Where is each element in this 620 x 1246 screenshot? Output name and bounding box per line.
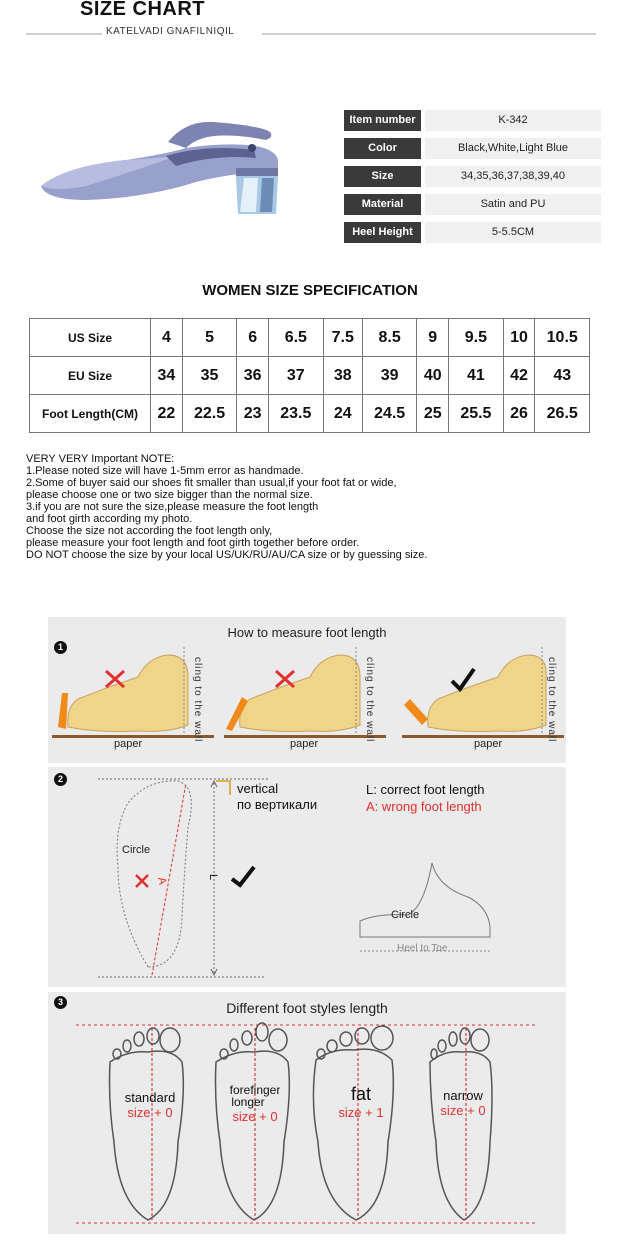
wall-label: cling to the wall — [364, 657, 375, 743]
panel-title: Different foot styles length — [226, 1000, 388, 1016]
table-cell: 25.5 — [449, 395, 503, 433]
note-line: 1.Please noted size will have 1-5mm error as handmade. — [26, 465, 304, 477]
spec-row-heel-height — [344, 222, 601, 243]
row-header: EU Size — [30, 357, 151, 395]
foot-style-name: narrow — [443, 1088, 483, 1103]
wall-label: cling to the wall — [546, 657, 557, 743]
table-cell: 36 — [237, 357, 269, 395]
spec-label: Item number — [344, 110, 421, 131]
spec-label: Size — [344, 166, 421, 187]
table-cell: 25 — [417, 395, 449, 433]
table-cell: 6 — [237, 319, 269, 357]
vertical-label-en: vertical — [237, 781, 279, 796]
table-cell: 5 — [182, 319, 236, 357]
row-header: US Size — [30, 319, 151, 357]
foot-style-size: size + 0 — [232, 1109, 278, 1124]
foot-style-name: fat — [350, 1084, 371, 1104]
spec-row-material — [344, 194, 601, 215]
table-cell: 34 — [151, 357, 183, 395]
spec-row-size — [344, 166, 601, 187]
spec-row-item-number — [344, 110, 601, 131]
panel-correct-length — [48, 767, 566, 987]
table-row-foot-length — [30, 395, 590, 433]
foot-style-name-2: longer — [231, 1095, 265, 1109]
size-table — [29, 318, 590, 433]
table-row-eu — [30, 357, 590, 395]
table-cell: 24 — [323, 395, 362, 433]
table-cell: 9 — [417, 319, 449, 357]
table-cell: 38 — [323, 357, 362, 395]
table-cell: 43 — [535, 357, 590, 395]
panel-measure-foot-length — [48, 617, 566, 763]
note-line: please choose one or two size bigger than the normal size. — [26, 489, 313, 501]
foot-style-name: standard — [124, 1090, 176, 1105]
foot-style-size: size + 0 — [440, 1103, 486, 1118]
spec-value: Satin and PU — [425, 194, 601, 215]
spec-label: Material — [344, 194, 421, 215]
spec-value: 5-5.5CM — [425, 222, 601, 243]
circle-label: Circle — [391, 909, 420, 921]
table-cell: 41 — [449, 357, 503, 395]
spec-label: Color — [344, 138, 421, 159]
panel-title: How to measure foot length — [227, 625, 387, 640]
table-cell: 39 — [362, 357, 416, 395]
correct-length-mark: L — [207, 873, 220, 881]
shoe-illustration — [26, 82, 302, 257]
foot-style-name: forefinger — [229, 1083, 281, 1097]
paper-label: paper — [114, 738, 143, 750]
page-title: SIZE CHART — [80, 0, 205, 20]
spec-value: K-342 — [425, 110, 601, 131]
panel-number: 3 — [54, 996, 67, 1009]
row-header: Foot Length(CM) — [30, 395, 151, 433]
spec-value: 34,35,36,37,38,39,40 — [425, 166, 601, 187]
table-cell: 7.5 — [323, 319, 362, 357]
paper-label: paper — [474, 738, 503, 750]
foot-style-size: size + 1 — [338, 1105, 384, 1120]
heel-to-toe-label: Heel to Toe — [397, 943, 448, 954]
table-cell: 35 — [182, 357, 236, 395]
table-cell: 8.5 — [362, 319, 416, 357]
table-cell: 10.5 — [535, 319, 590, 357]
panel-foot-styles — [48, 992, 566, 1234]
legend-correct-length: L: correct foot length — [366, 782, 485, 797]
header-divider-left — [26, 33, 102, 35]
wall-label: cling to the wall — [192, 657, 203, 743]
note-line: 2.Some of buyer said our shoes fit smaller than usual,if your foot fat or wide, — [26, 477, 397, 489]
spec-row-color — [344, 138, 601, 159]
spec-value: Black,White,Light Blue — [425, 138, 601, 159]
foot-style-size: size + 0 — [127, 1105, 173, 1120]
table-cell: 4 — [151, 319, 183, 357]
brand-name: KATELVADI GNAFILNIQIL — [106, 26, 235, 37]
table-cell: 42 — [503, 357, 535, 395]
note-line: VERY VERY Important NOTE: — [26, 453, 175, 465]
note-line: Choose the size not according the foot length only, — [26, 525, 273, 537]
note-line: please measure your foot length and foot girth together before order. — [26, 537, 360, 549]
panel-number: 2 — [54, 773, 67, 786]
table-cell: 23.5 — [269, 395, 323, 433]
circle-label: Circle — [122, 844, 151, 856]
table-cell: 22.5 — [182, 395, 236, 433]
table-cell: 6.5 — [269, 319, 323, 357]
paper-label: paper — [290, 738, 319, 750]
table-cell: 26 — [503, 395, 535, 433]
notes-block — [26, 453, 427, 561]
panel-number: 1 — [54, 641, 67, 654]
table-row-us — [30, 319, 590, 357]
table-cell: 22 — [151, 395, 183, 433]
table-cell: 40 — [417, 357, 449, 395]
spec-label: Heel Height — [344, 222, 421, 243]
table-cell: 9.5 — [449, 319, 503, 357]
note-line: 3.if you are not sure the size,please measure the foot length — [26, 501, 319, 513]
note-line: DO NOT choose the size by your local US/UK/RU/AU/CA size or by guessing size. — [26, 549, 428, 561]
table-cell: 23 — [237, 395, 269, 433]
table-cell: 37 — [269, 357, 323, 395]
note-line: and foot girth according my photo. — [26, 513, 193, 525]
product-image — [26, 82, 302, 257]
size-table-title: WOMEN SIZE SPECIFICATION — [202, 282, 418, 299]
table-cell: 26.5 — [535, 395, 590, 433]
table-cell: 10 — [503, 319, 535, 357]
table-cell: 24.5 — [362, 395, 416, 433]
vertical-label-ru: по вертикали — [237, 797, 318, 812]
wrong-length-mark: A — [155, 876, 169, 886]
header-divider-right — [262, 33, 596, 35]
legend-wrong-length: A: wrong foot length — [366, 799, 482, 814]
